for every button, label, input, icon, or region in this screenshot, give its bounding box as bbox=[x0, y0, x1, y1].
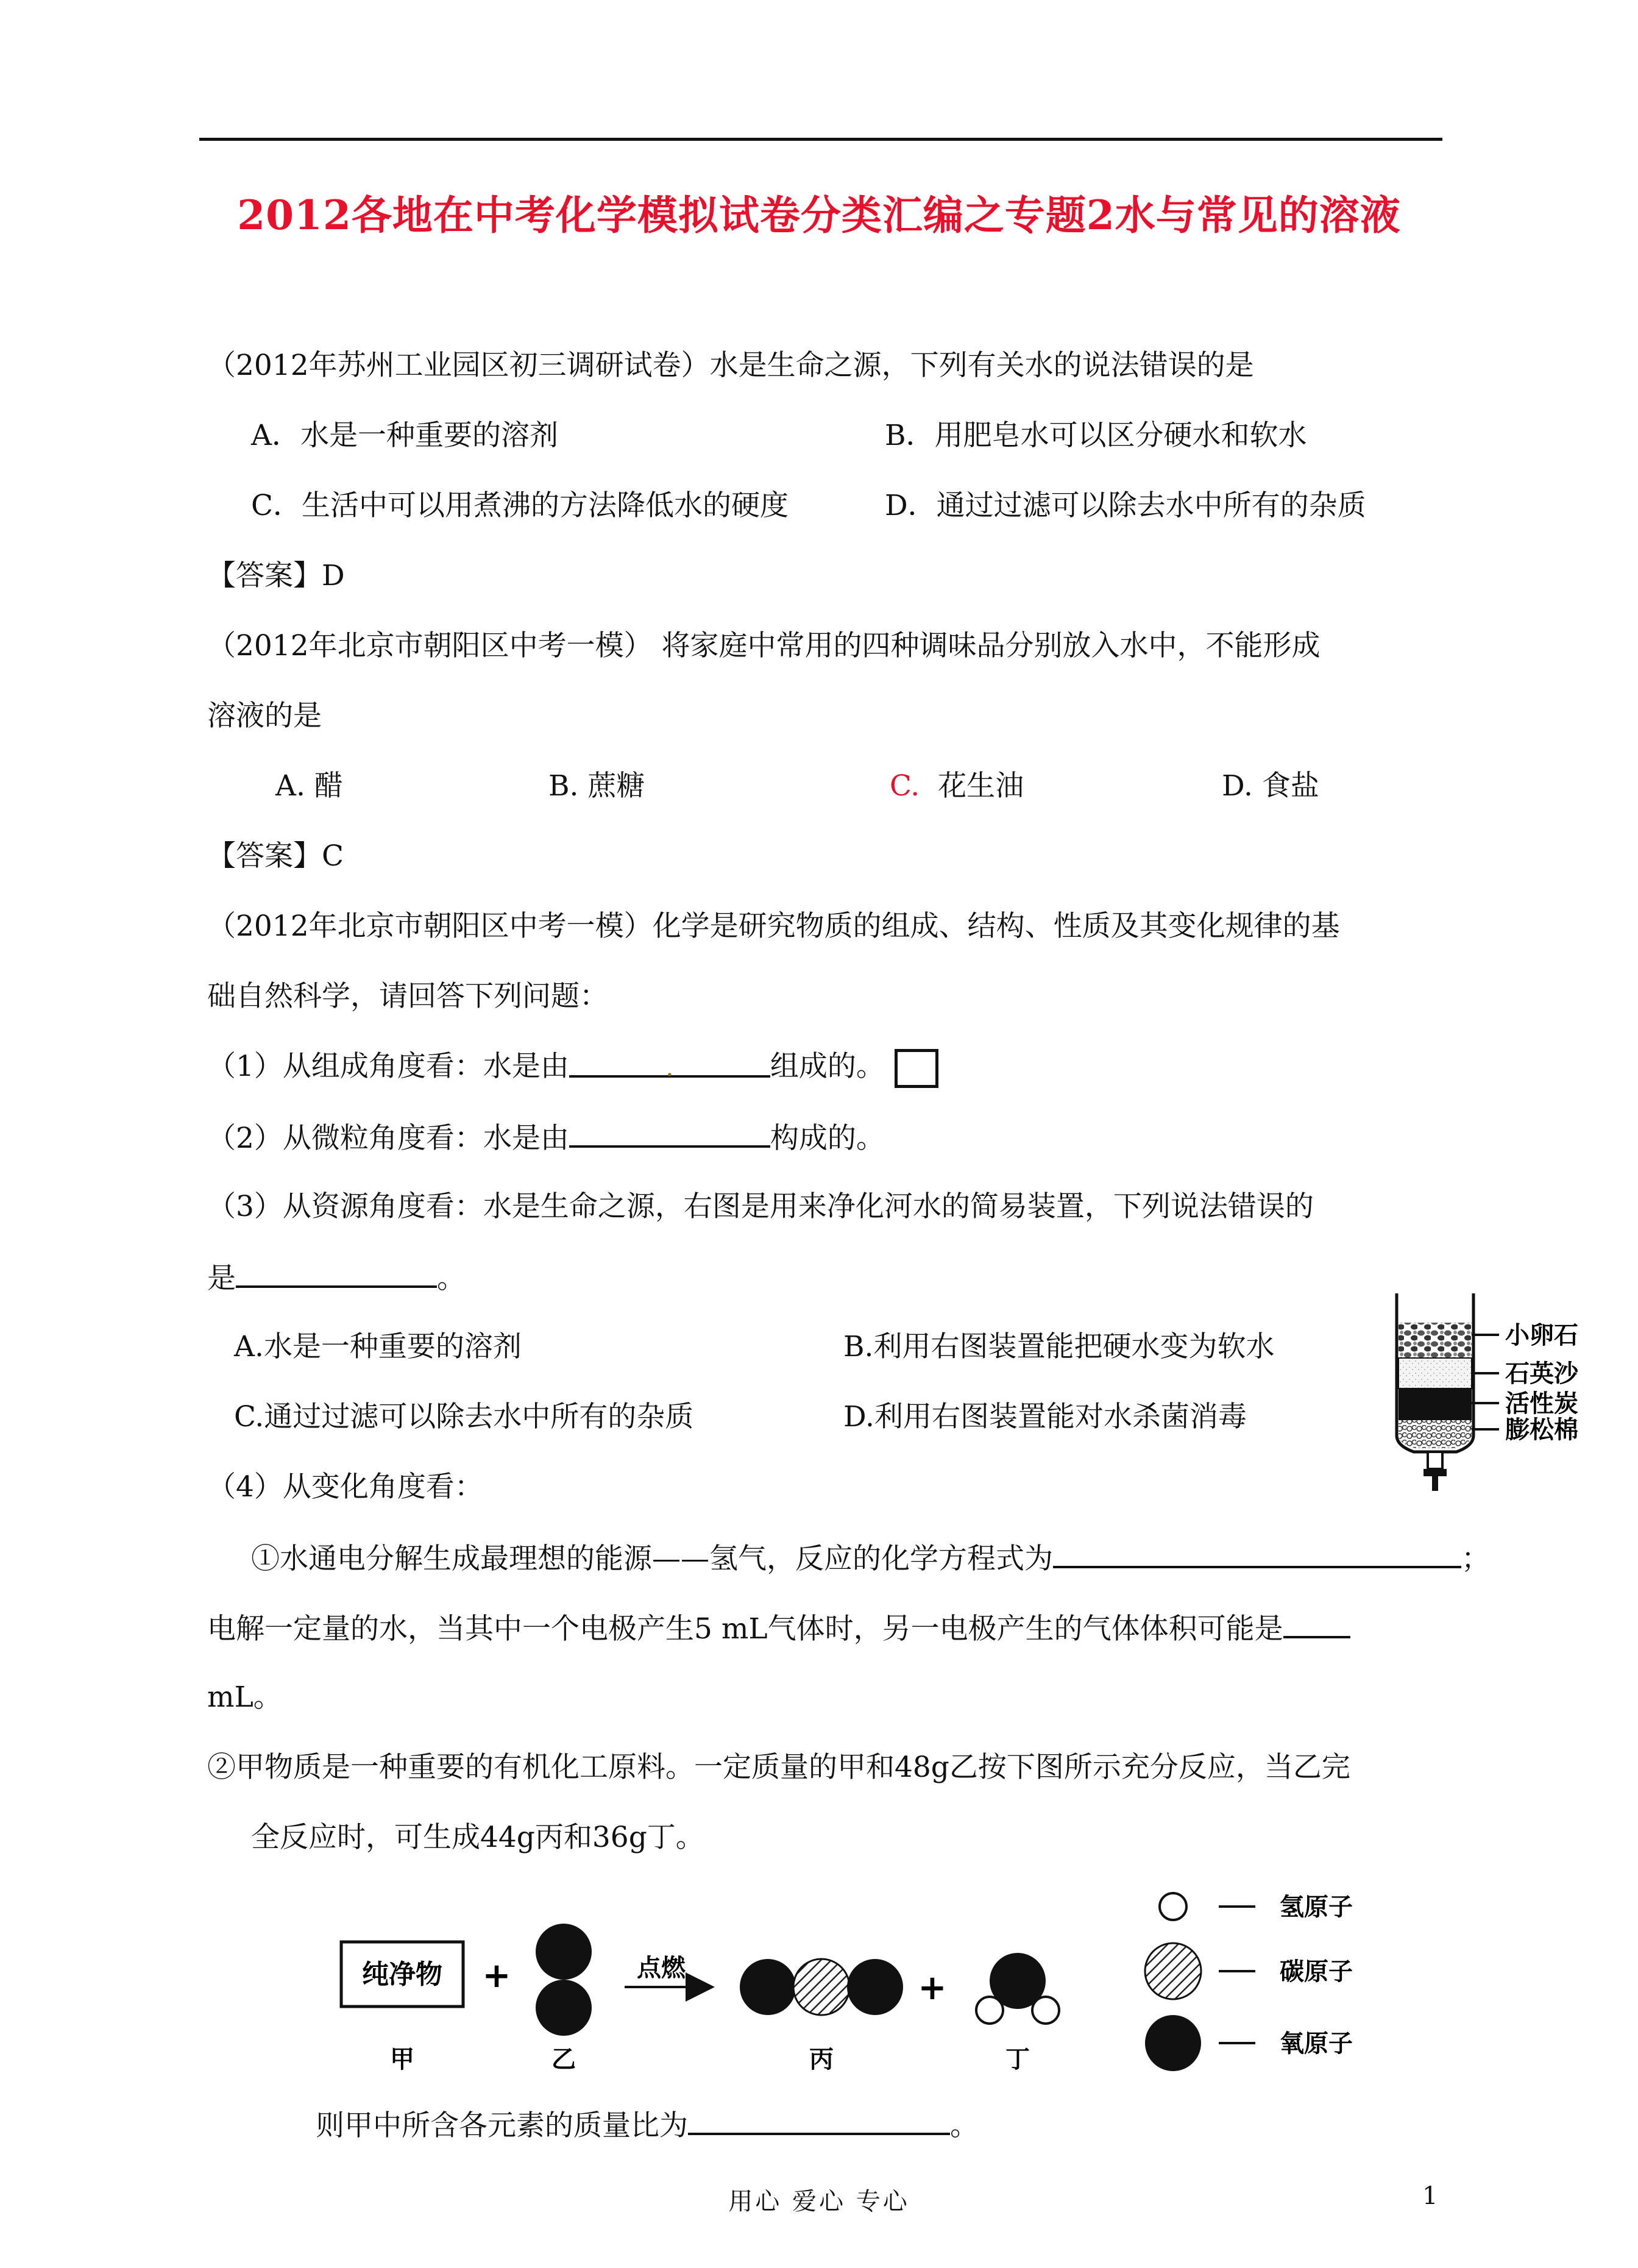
final-question-prefix: 则甲中所含各元素的质量比为 bbox=[316, 2109, 688, 2142]
page-number: 1 bbox=[1422, 2182, 1438, 2210]
arrow-condition-label: 点燃 bbox=[637, 1954, 686, 1982]
q3-part2-suffix: 构成的。 bbox=[770, 1122, 885, 1155]
q3-part1-suffix: 组成的。 bbox=[770, 1050, 885, 1083]
q3-part2-blank[interactable] bbox=[569, 1118, 770, 1148]
q3-part4-line2-text: 电解一定量的水，当其中一个电极产生5 mL气体时，另一电极产生的气体体积可能是 bbox=[207, 1612, 1283, 1646]
q3-option-b: B.利用右图装置能把硬水变为软水 bbox=[843, 1330, 1275, 1363]
q2-option-a: A. 醋 bbox=[275, 769, 343, 803]
q3-option-d: D.利用右图装置能对水杀菌消毒 bbox=[843, 1400, 1247, 1434]
outlet-spout bbox=[1432, 1476, 1438, 1491]
plus-sign-2: + bbox=[918, 1968, 947, 2008]
sand-label: 石英沙 bbox=[1505, 1360, 1578, 1388]
co2-oxygen-right bbox=[847, 1959, 903, 2015]
q1-option-c: C．生活中可以用煮沸的方法降低水的硬度 bbox=[251, 489, 789, 522]
carbon-layer bbox=[1399, 1388, 1472, 1420]
q3-stem-line2: 础自然科学，请回答下列问题： bbox=[207, 979, 608, 1013]
legend-oxygen-icon bbox=[1145, 2015, 1201, 2071]
q3-part1-prefix: （1）从组成角度看：水是由 bbox=[207, 1050, 569, 1083]
q3-part4-line4: ②甲物质是一种重要的有机化工原料。一定质量的甲和48g乙按下图所示充分反应，当乙完 bbox=[207, 1751, 1350, 1784]
header-rule bbox=[199, 138, 1442, 141]
q3-part4-line5: 全反应时，可生成44g丙和36g丁。 bbox=[251, 1821, 704, 1854]
q3-part4-line1 bbox=[251, 1539, 1490, 1577]
co2-oxygen-left bbox=[740, 1959, 796, 2015]
legend-oxygen-label: 氧原子 bbox=[1280, 2030, 1353, 2058]
water-filter-diagram bbox=[1377, 1286, 1603, 1505]
water-hydrogen-left bbox=[976, 1997, 1003, 2024]
q3-part3-prefix: 是 bbox=[207, 1262, 236, 1295]
oxygen-atom-top bbox=[536, 1924, 592, 1980]
q3-option-c: C.通过过滤可以除去水中所有的杂质 bbox=[234, 1400, 694, 1434]
q3-part4: （4）从变化角度看： bbox=[207, 1470, 483, 1504]
plus-sign-1: + bbox=[482, 1956, 511, 1996]
q2-option-c-text: 花生油 bbox=[938, 769, 1024, 803]
q2-option-c bbox=[890, 768, 1024, 805]
legend-carbon-icon bbox=[1145, 1943, 1201, 1999]
q1-option-b: B．用肥皂水可以区分硬水和软水 bbox=[885, 419, 1307, 452]
q3-part3-stem-line1: （3）从资源角度看：水是生命之源，右图是用来净化河水的简易装置，下列说法错误的 bbox=[207, 1190, 1314, 1223]
q3-stem-line1: （2012年北京市朝阳区中考一模）化学是研究物质的组成、结构、性质及其变化规律的基 bbox=[207, 909, 1340, 943]
q3-part4-line2 bbox=[207, 1609, 1350, 1648]
mass-ratio-blank[interactable] bbox=[688, 2106, 950, 2135]
name-jia: 甲 bbox=[390, 2046, 414, 2074]
q2-option-d: D. 食盐 bbox=[1222, 769, 1319, 803]
q2-option-b: B. 蔗糖 bbox=[548, 769, 645, 803]
document-title: 2012各地在中考化学模拟试卷分类汇编之专题2水与常见的溶液 bbox=[237, 191, 1401, 239]
q3-part3-suffix: 。 bbox=[437, 1262, 466, 1295]
q3-part2-prefix: （2）从微粒角度看：水是由 bbox=[207, 1122, 569, 1155]
q2-stem-line1: （2012年北京市朝阳区中考一模） 将家庭中常用的四种调味品分别放入水中，不能形成 bbox=[207, 629, 1321, 663]
q1-stem: （2012年苏州工业园区初三调研试卷）水是生命之源，下列有关水的说法错误的是 bbox=[207, 349, 1254, 382]
q3-part1 bbox=[207, 1048, 938, 1088]
cotton-layer bbox=[1399, 1420, 1472, 1448]
q1-option-a: A．水是一种重要的溶剂 bbox=[251, 419, 558, 452]
q1-answer: 【答案】D bbox=[207, 559, 345, 592]
q3-part4-line1-prefix: ①水通电分解生成最理想的能源——氢气，反应的化学方程式为 bbox=[251, 1542, 1053, 1576]
q2-option-c-letter: C. bbox=[890, 769, 920, 803]
final-question bbox=[316, 2106, 979, 2144]
equation-blank[interactable] bbox=[1053, 1539, 1461, 1568]
cotton-label: 膨松棉 bbox=[1505, 1416, 1578, 1444]
name-bing: 丙 bbox=[809, 2046, 834, 2074]
q3-part1-blank[interactable] bbox=[569, 1048, 770, 1082]
final-question-suffix: 。 bbox=[950, 2109, 979, 2142]
legend-hydrogen-icon bbox=[1160, 1893, 1186, 1920]
legend-hydrogen-label: 氢原子 bbox=[1280, 1893, 1353, 1921]
name-yi: 乙 bbox=[551, 2046, 576, 2074]
name-ding: 丁 bbox=[1005, 2046, 1030, 2074]
q3-part1-dot: . bbox=[665, 1054, 674, 1082]
q3-part4-line3: mL。 bbox=[207, 1680, 282, 1714]
q1-option-d: D．通过过滤可以除去水中所有的杂质 bbox=[885, 489, 1366, 522]
pebble-label: 小卵石 bbox=[1505, 1321, 1578, 1349]
q3-part3-blank[interactable] bbox=[236, 1259, 437, 1288]
q2-answer: 【答案】C bbox=[207, 839, 344, 873]
co2-carbon bbox=[793, 1959, 849, 2015]
q3-part2 bbox=[207, 1118, 885, 1157]
carbon-label: 活性炭 bbox=[1505, 1390, 1578, 1418]
page-footer: 用心 爱心 专心 bbox=[728, 2188, 910, 2216]
answer-checkbox[interactable] bbox=[895, 1049, 938, 1088]
reaction-diagram bbox=[305, 1865, 1402, 2085]
water-hydrogen-right bbox=[1032, 1997, 1059, 2024]
outlet-pipe bbox=[1428, 1452, 1442, 1469]
pebble-layer bbox=[1399, 1323, 1472, 1358]
oxygen-atom-bottom bbox=[536, 1980, 592, 2036]
legend-carbon-label: 碳原子 bbox=[1280, 1958, 1353, 1986]
q3-part4-line1-suffix: ； bbox=[1461, 1542, 1490, 1576]
q2-stem-line2: 溶液的是 bbox=[207, 699, 322, 733]
outlet-valve bbox=[1424, 1469, 1447, 1476]
reactant-box-label: 纯净物 bbox=[362, 1959, 442, 1990]
volume-blank[interactable] bbox=[1283, 1609, 1350, 1638]
q3-option-a: A.水是一种重要的溶剂 bbox=[234, 1330, 522, 1363]
sand-layer bbox=[1399, 1358, 1472, 1388]
q3-part3-stem-line2 bbox=[207, 1259, 466, 1297]
